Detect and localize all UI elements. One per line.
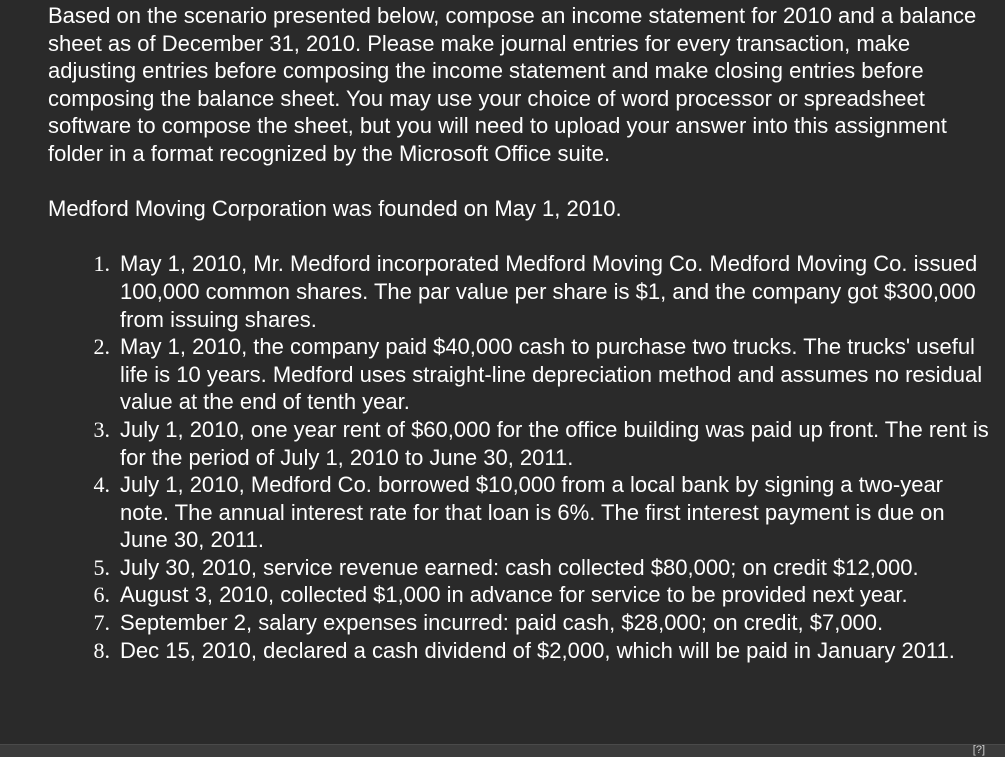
list-item-number: 3. — [93, 416, 110, 442]
list-item-text: May 1, 2010, the company paid $40,000 cash to purchase two trucks. The trucks' useful life is 10 years. Medford uses straight-line depreciation method and assumes no residual value at the end of tenth year. — [120, 334, 983, 415]
list-item — [48, 250, 1005, 333]
list-item-text: July 30, 2010, service revenue earned: cash collected $80,000; on credit $12,000. — [120, 554, 919, 580]
list-item-text: May 1, 2010, Mr. Medford incorporated Medford Moving Co. Medford Moving Co. issued 100,000 common shares. The par value per share is $1, and the company got $300,000 from issuing shares. — [120, 251, 978, 332]
list-item — [48, 609, 1005, 637]
list-item — [48, 581, 1005, 609]
list-item-text: July 1, 2010, one year rent of $60,000 for the office building was paid up front. The rent is for the period of July 1, 2010 to June 30, 2011. — [120, 416, 989, 470]
list-item — [48, 637, 1005, 665]
list-item-number: 6. — [93, 582, 110, 608]
corner-marker: [?] — [972, 744, 985, 756]
list-item-number: 7. — [93, 610, 110, 636]
list-item-number: 2. — [93, 334, 110, 360]
bottom-scroll-bar[interactable] — [0, 744, 1005, 757]
list-item-number: 1. — [93, 251, 110, 277]
list-item — [48, 333, 1005, 416]
list-item-number: 4. — [93, 472, 110, 498]
list-item-text: September 2, salary expenses incurred: paid cash, $28,000; on credit, $7,000. — [120, 610, 884, 636]
list-item-text: Dec 15, 2010, declared a cash dividend of $2,000, which will be paid in January 2011. — [120, 637, 955, 663]
list-item-number: 5. — [93, 554, 110, 580]
list-item — [48, 554, 1005, 582]
list-item-number: 8. — [93, 637, 110, 663]
list-item-text: August 3, 2010, collected $1,000 in advance for service to be provided next year. — [120, 582, 908, 608]
transaction-list — [48, 250, 1005, 664]
list-item — [48, 416, 1005, 471]
company-founding-line: Medford Moving Corporation was founded on May 1, 2010. — [48, 196, 622, 222]
list-item — [48, 471, 1005, 554]
assignment-instructions: Based on the scenario presented below, compose an income statement for 2010 and a balance sheet as of December 31, 2010. Please make journal entries for every transaction, make adjusting entries before composing the income statement and make closing entries before composing the balance sheet. You may use your choice of word processor or spreadsheet software to compose the sheet, but you will need to upload your answer into this assignment folder in a format recognized by the Microsoft Office suite. — [48, 3, 977, 166]
list-item-text: July 1, 2010, Medford Co. borrowed $10,000 from a local bank by signing a two-year note. The annual interest rate for that loan is 6%. The first interest payment is due on June 30, 2011. — [120, 472, 945, 553]
